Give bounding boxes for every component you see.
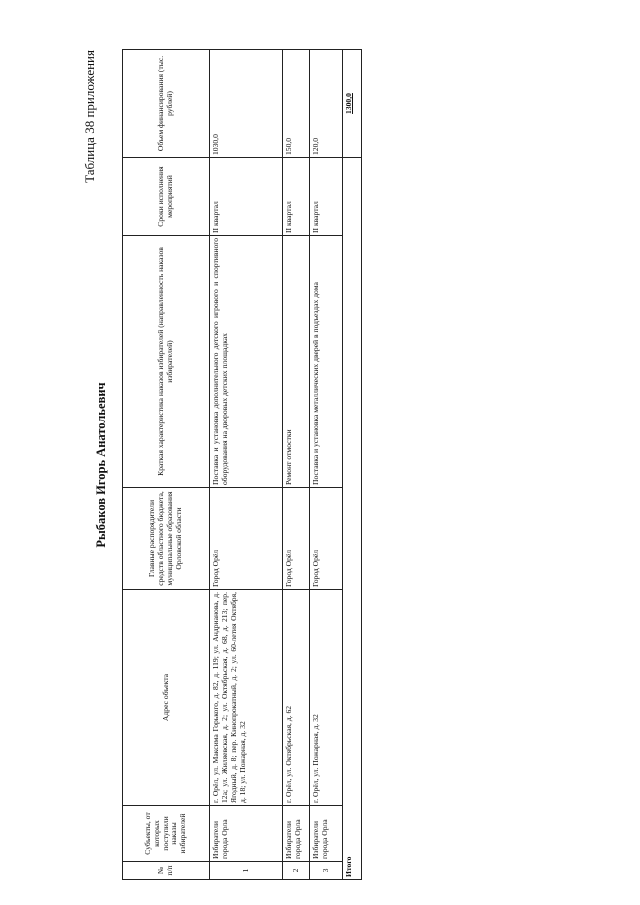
row-num: 2	[283, 862, 310, 880]
header-address: Адрес объекта	[123, 590, 210, 806]
row-volume: 1030,0	[210, 50, 283, 158]
header-num: № п/п	[123, 862, 210, 880]
row-volume: 120,0	[310, 50, 343, 158]
table-number: Таблица 38 приложения	[82, 50, 97, 183]
row-manager: Город Орёл	[210, 488, 283, 590]
header-description: Краткая характеристика наказов избирателей (направленность наказов избирателей)	[123, 236, 210, 488]
table-row	[283, 50, 310, 880]
row-description: Поставка и установка дополнительного детского игрового и спортивного оборудования на дворовых детских площадках	[210, 236, 283, 488]
header-volume: Объем финансирования (тыс. рублей)	[123, 50, 210, 158]
row-address: г. Орёл, ул. Пожарная, д. 32	[310, 590, 343, 806]
row-num: 3	[310, 862, 343, 880]
header-subjects: Субъекты, от которых поступили наказы избирателей	[123, 806, 210, 862]
row-volume: 150,0	[283, 50, 310, 158]
row-description: Поставка и установка металлических дверей в подъездах дома	[310, 236, 343, 488]
header-managers: Главные распорядители средств областного бюджета, муниципальные образования Орловской области	[123, 488, 210, 590]
row-address: г. Орёл, ул. Максима Горького, д. 82, д. 119; ул. Андрианова, д. 12а; ул. Жиляевская, д. 2; ул. Октябрьская, д. 68, д. 213; пер. Ягодный, д. 8; пер. Кинопрокатный, д. 2; ул. 60-летия Октября, д. 18; ул. Пожарная, д. 32	[210, 590, 283, 806]
table-row	[210, 50, 283, 880]
orders-table	[122, 49, 362, 880]
row-subject: Избиратели города Орла	[210, 806, 283, 862]
row-num: 1	[210, 862, 283, 880]
rotated-page	[82, 50, 640, 880]
row-term: II квартал	[210, 158, 283, 236]
row-description: Ремонт отмостки	[283, 236, 310, 488]
total-label: Итого	[343, 158, 362, 880]
deputy-name-heading: Рыбаков Игорь Анатольевич	[94, 382, 108, 548]
row-subject: Избиратели города Орла	[283, 806, 310, 862]
row-term: II квартал	[283, 158, 310, 236]
total-row	[343, 50, 362, 880]
row-subject: Избиратели города Орла	[310, 806, 343, 862]
header-terms: Сроки исполнения мероприятий	[123, 158, 210, 236]
row-manager: Город Орёл	[283, 488, 310, 590]
table-row	[310, 50, 343, 880]
row-manager: Город Орёл	[310, 488, 343, 590]
total-value: 1300,0	[343, 50, 362, 158]
row-term: II квартал	[310, 158, 343, 236]
table-header-row	[123, 50, 210, 880]
row-address: г. Орёл, ул. Октябрьская, д. 62	[283, 590, 310, 806]
